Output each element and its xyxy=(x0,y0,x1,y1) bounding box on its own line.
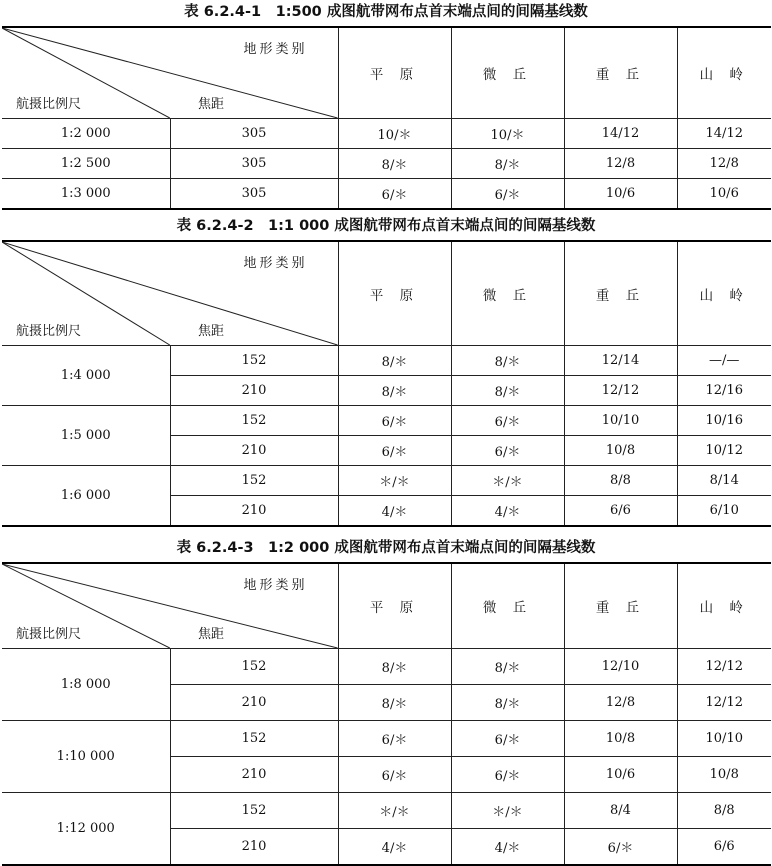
value-cell: 12/16 xyxy=(677,376,771,406)
header-row xyxy=(2,241,771,346)
value-cell: ＊/＊ xyxy=(451,793,564,829)
column-header-3: 山 岭 xyxy=(677,241,771,346)
value-cell: 10/10 xyxy=(677,721,771,757)
table-row xyxy=(2,466,771,496)
column-header-2: 重 丘 xyxy=(564,563,677,649)
column-header-2: 重 丘 xyxy=(564,241,677,346)
value-cell: 8/＊ xyxy=(338,649,451,685)
column-header-3: 山 岭 xyxy=(677,27,771,119)
value-cell: 6/＊ xyxy=(451,436,564,466)
table-row xyxy=(2,406,771,436)
value-cell: 12/12 xyxy=(677,685,771,721)
scale-cell: 1:6 000 xyxy=(2,466,170,526)
corner-scale-label: 航摄比例尺 xyxy=(16,627,82,642)
table-row xyxy=(2,179,771,209)
value-cell: 12/10 xyxy=(564,649,677,685)
header-row xyxy=(2,27,771,119)
value-cell: 10/＊ xyxy=(451,119,564,149)
value-cell: 4/＊ xyxy=(338,829,451,865)
scale-cell: 1:12 000 xyxy=(2,793,170,865)
table-2-caption: 表 6.2.4-2 1:1 000 成图航带网布点首末端点间的间隔基线数 xyxy=(176,218,596,234)
corner-scale-label: 航摄比例尺 xyxy=(16,324,82,339)
table-row xyxy=(2,346,771,376)
corner-header-cell xyxy=(2,27,338,119)
value-cell: 6/6 xyxy=(564,496,677,526)
value-cell: 6/＊ xyxy=(564,829,677,865)
table-row xyxy=(2,149,771,179)
value-cell: 6/＊ xyxy=(451,179,564,209)
focal-cell: 305 xyxy=(170,149,338,179)
value-cell: —/— xyxy=(677,346,771,376)
value-cell: ＊/＊ xyxy=(338,466,451,496)
scale-cell: 1:8 000 xyxy=(2,649,170,721)
value-cell: 8/8 xyxy=(677,793,771,829)
value-cell: 8/＊ xyxy=(451,376,564,406)
focal-cell: 152 xyxy=(170,406,338,436)
value-cell: 8/＊ xyxy=(338,149,451,179)
value-cell: 12/8 xyxy=(677,149,771,179)
corner-focal-label: 焦距 xyxy=(198,627,225,642)
column-header-1: 微 丘 xyxy=(451,27,564,119)
table-row xyxy=(2,721,771,757)
corner-scale-label: 航摄比例尺 xyxy=(16,97,82,112)
corner-header-cell xyxy=(2,241,338,346)
value-cell: 4/＊ xyxy=(451,496,564,526)
focal-cell: 152 xyxy=(170,793,338,829)
table-1 xyxy=(2,26,771,210)
value-cell: ＊/＊ xyxy=(451,466,564,496)
value-cell: 8/＊ xyxy=(451,149,564,179)
table-row xyxy=(2,793,771,829)
corner-header-cell xyxy=(2,563,338,649)
value-cell: 10/10 xyxy=(564,406,677,436)
value-cell: 6/＊ xyxy=(451,721,564,757)
value-cell: 12/12 xyxy=(677,649,771,685)
column-header-0: 平 原 xyxy=(338,241,451,346)
corner-terrain-label: 地形类别 xyxy=(243,256,308,271)
column-header-2: 重 丘 xyxy=(564,27,677,119)
focal-cell: 210 xyxy=(170,496,338,526)
value-cell: 6/＊ xyxy=(451,757,564,793)
value-cell: 10/＊ xyxy=(338,119,451,149)
focal-cell: 152 xyxy=(170,649,338,685)
focal-cell: 305 xyxy=(170,119,338,149)
value-cell: 12/8 xyxy=(564,685,677,721)
value-cell: 12/14 xyxy=(564,346,677,376)
value-cell: 10/8 xyxy=(564,721,677,757)
value-cell: 8/＊ xyxy=(338,685,451,721)
table-row xyxy=(2,649,771,685)
value-cell: 6/6 xyxy=(677,829,771,865)
value-cell: 4/＊ xyxy=(451,829,564,865)
value-cell: 8/4 xyxy=(564,793,677,829)
value-cell: 8/＊ xyxy=(338,346,451,376)
value-cell: 6/＊ xyxy=(451,406,564,436)
focal-cell: 210 xyxy=(170,757,338,793)
value-cell: 8/＊ xyxy=(338,376,451,406)
corner-terrain-label: 地形类别 xyxy=(243,578,308,593)
value-cell: 4/＊ xyxy=(338,496,451,526)
value-cell: 8/＊ xyxy=(451,649,564,685)
value-cell: 8/8 xyxy=(564,466,677,496)
corner-focal-label: 焦距 xyxy=(198,97,225,112)
table-2 xyxy=(2,240,771,527)
value-cell: 10/6 xyxy=(564,757,677,793)
value-cell: 10/6 xyxy=(564,179,677,209)
value-cell: 6/＊ xyxy=(338,757,451,793)
focal-cell: 152 xyxy=(170,346,338,376)
table-3 xyxy=(2,562,771,866)
corner-focal-label: 焦距 xyxy=(198,324,225,339)
scale-cell: 1:4 000 xyxy=(2,346,170,406)
value-cell: 10/6 xyxy=(677,179,771,209)
focal-cell: 210 xyxy=(170,376,338,406)
column-header-3: 山 岭 xyxy=(677,563,771,649)
scale-cell: 1:10 000 xyxy=(2,721,170,793)
table-3-caption: 表 6.2.4-3 1:2 000 成图航带网布点首末端点间的间隔基线数 xyxy=(176,540,596,556)
value-cell: 6/＊ xyxy=(338,179,451,209)
value-cell: 12/8 xyxy=(564,149,677,179)
value-cell: ＊/＊ xyxy=(338,793,451,829)
value-cell: 8/＊ xyxy=(451,685,564,721)
column-header-1: 微 丘 xyxy=(451,241,564,346)
column-header-0: 平 原 xyxy=(338,27,451,119)
corner-terrain-label: 地形类别 xyxy=(243,42,308,57)
focal-cell: 305 xyxy=(170,179,338,209)
value-cell: 6/＊ xyxy=(338,721,451,757)
focal-cell: 210 xyxy=(170,685,338,721)
value-cell: 14/12 xyxy=(564,119,677,149)
value-cell: 12/12 xyxy=(564,376,677,406)
header-row xyxy=(2,563,771,649)
table-row xyxy=(2,119,771,149)
column-header-1: 微 丘 xyxy=(451,563,564,649)
scale-cell: 1:2 000 xyxy=(2,119,170,149)
column-header-0: 平 原 xyxy=(338,563,451,649)
value-cell: 6/＊ xyxy=(338,406,451,436)
focal-cell: 210 xyxy=(170,829,338,865)
value-cell: 6/10 xyxy=(677,496,771,526)
value-cell: 14/12 xyxy=(677,119,771,149)
value-cell: 10/12 xyxy=(677,436,771,466)
table-1-caption: 表 6.2.4-1 1:500 成图航带网布点首末端点间的间隔基线数 xyxy=(184,4,588,20)
value-cell: 10/8 xyxy=(677,757,771,793)
value-cell: 10/8 xyxy=(564,436,677,466)
focal-cell: 210 xyxy=(170,436,338,466)
scale-cell: 1:5 000 xyxy=(2,406,170,466)
scale-cell: 1:2 500 xyxy=(2,149,170,179)
focal-cell: 152 xyxy=(170,721,338,757)
scale-cell: 1:3 000 xyxy=(2,179,170,209)
focal-cell: 152 xyxy=(170,466,338,496)
value-cell: 8/＊ xyxy=(451,346,564,376)
value-cell: 10/16 xyxy=(677,406,771,436)
value-cell: 6/＊ xyxy=(338,436,451,466)
value-cell: 8/14 xyxy=(677,466,771,496)
